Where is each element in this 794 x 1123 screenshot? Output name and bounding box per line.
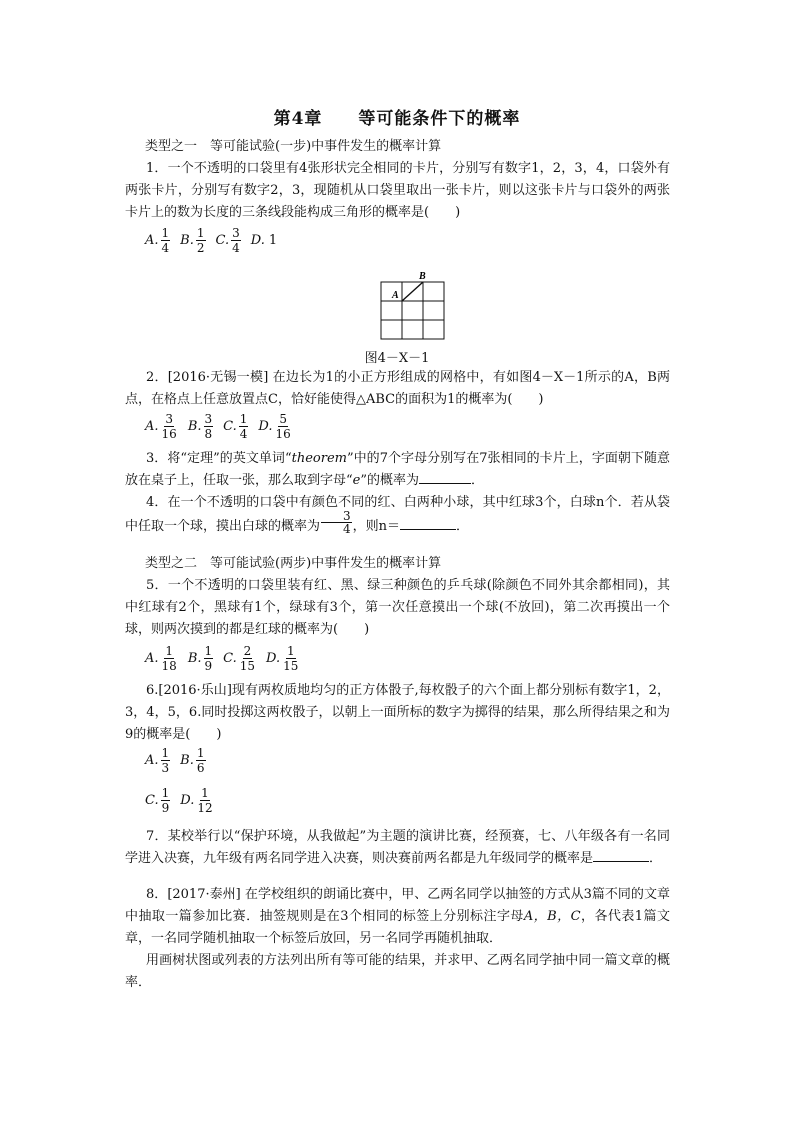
question-1-text: 1．一个不透明的口袋里有4张形状完全相同的卡片，分别写有数字1，2，3，4，口袋外有两张卡片，分别写有数字2，3，现随机从口袋里取出一张卡片，则以这张卡片与口袋外的两张卡片上的数为长度的三条线段能构成三角形的概率是( ) <box>125 161 670 220</box>
question-8-instruction: 用画树状图或列表的方法列出所有等可能的结果，并求甲、乙两名同学抽中同一篇文章的概率． <box>125 953 670 990</box>
section-heading-2: 类型之二 等可能试验(两步)中事件发生的概率计算 <box>145 556 442 571</box>
fraction: $\frac{1}{2}$ <box>196 226 205 255</box>
fraction: $\frac{1}{9}$ <box>204 644 213 673</box>
answer-blank[interactable] <box>419 470 471 484</box>
option-b: B. $\frac{1}{9}$ <box>187 644 213 673</box>
option-b: B. $\frac{1}{2}$ <box>180 226 205 255</box>
option-c: C. $\frac{3}{4}$ <box>215 226 240 255</box>
fraction: $\frac{1}{12}$ <box>197 786 213 815</box>
fraction: $\frac{1}{4}$ <box>161 226 170 255</box>
question-1-options <box>145 226 285 255</box>
question-6-options-row1 <box>145 746 216 775</box>
fraction: $\frac{3}{4}$ <box>321 510 352 535</box>
grid-border <box>381 282 444 339</box>
fraction: $\frac{1}{6}$ <box>196 746 205 775</box>
question-3-text: 3．将“定理”的英文单词“theorem”中的7个字母分别写在7张相同的卡片上，字面朝下随意放在桌子上，任取一张，那么取到字母“e”的概率为 ． <box>125 451 670 488</box>
question-5-text: 5．一个不透明的口袋里装有红、黑、绿三种颜色的乒乓球(除颜色不同外其余都相同)，其中红球有2个，黑球有1个，绿球有3个，第一次任意摸出一个球(不放回)，第二次再摸出一个球，则两次摸到的都是红球的概率为( ) <box>125 578 670 637</box>
section-heading-1: 类型之一 等可能试验(一步)中事件发生的概率计算 <box>145 139 442 154</box>
question-6-text: 6.[2016·乐山]现有两枚质地均匀的正方体骰子,每枚骰子的六个面上都分别标有数字1，2，3，4，5，6.同时投掷这两枚骰子，以朝上一面所标的数字为掷得的结果，那么所得结果之和为9的概率是( ) <box>125 683 670 742</box>
option-a: A. $\frac{1}{18}$ <box>145 644 177 673</box>
fraction: $\frac{1}{9}$ <box>161 786 170 815</box>
fraction: $\frac{3}{8}$ <box>204 412 213 441</box>
question-2-text: 2．[2016·无锡一模] 在边长为1的小正方形组成的网格中，有如图4－X－1所示的A，B两点，在格点上任意放置点C，恰好能使得△ABC的面积为1的概率为( ) <box>125 370 670 407</box>
question-7-text: 7．某校举行以“保护环境，从我做起”为主题的演讲比赛，经预赛，七、八年级各有一名同学进入决赛，九年级有两名同学进入决赛，则决赛前两名都是九年级同学的概率是 ． <box>125 829 670 866</box>
fraction: $\frac{2}{15}$ <box>239 644 256 673</box>
figure-caption: 图4－X－1 <box>364 351 430 366</box>
question-8-text: 8．[2017·泰州] 在学校组织的朗诵比赛中，甲、乙两名同学以抽签的方式从3篇不同的文章中抽取一篇参加比赛．抽签规则是在3个相同的标签上分别标注字母A，B，C，各代表1篇文章，一名同学随机抽取一个标签后放回，另一名同学再随机抽取． <box>125 887 670 946</box>
segment-ab <box>402 282 423 301</box>
option-b: B. $\frac{1}{6}$ <box>180 746 205 775</box>
fraction: $\frac{3}{16}$ <box>161 412 177 441</box>
option-c: C. $\frac{1}{4}$ <box>223 412 248 441</box>
fraction: $\frac{1}{15}$ <box>283 644 299 673</box>
option-a: A. $\frac{1}{3}$ <box>145 746 170 775</box>
option-a: A. $\frac{1}{4}$ <box>145 226 170 255</box>
answer-blank[interactable] <box>400 516 456 530</box>
option-b: B. $\frac{3}{8}$ <box>187 412 213 441</box>
grid-figure <box>380 270 446 342</box>
option-d: D. $\frac{1}{12}$ <box>180 786 213 815</box>
option-c: C. $\frac{2}{15}$ <box>223 644 256 673</box>
question-6-options-row2 <box>145 786 224 815</box>
answer-blank[interactable] <box>593 848 649 862</box>
question-4-text: 4．在一个不透明的口袋中有颜色不同的红、白两种小球，其中红球3个，白球n个．若从袋中任取一个球，摸出白球的概率为 $\frac{3}{4}$ ，则n＝ ． <box>125 495 670 536</box>
option-a: A. $\frac{3}{16}$ <box>145 412 177 441</box>
fraction: $\frac{1}{4}$ <box>239 412 248 441</box>
point-b-label: B <box>419 271 426 282</box>
point-a-label: A <box>392 290 399 301</box>
question-2-options <box>145 412 302 441</box>
chapter-title: 第4章 等可能条件下的概率 <box>273 109 521 129</box>
fraction: $\frac{1}{18}$ <box>161 644 177 673</box>
fraction: $\frac{3}{4}$ <box>232 226 240 255</box>
option-d: D. 1 <box>250 233 278 248</box>
option-d: D. $\frac{5}{16}$ <box>258 412 291 441</box>
fraction: $\frac{1}{3}$ <box>161 746 170 775</box>
option-d: D. $\frac{1}{15}$ <box>266 644 299 673</box>
question-5-options <box>145 644 309 673</box>
fraction: $\frac{5}{16}$ <box>275 412 291 441</box>
option-c: C. $\frac{1}{9}$ <box>145 786 170 815</box>
